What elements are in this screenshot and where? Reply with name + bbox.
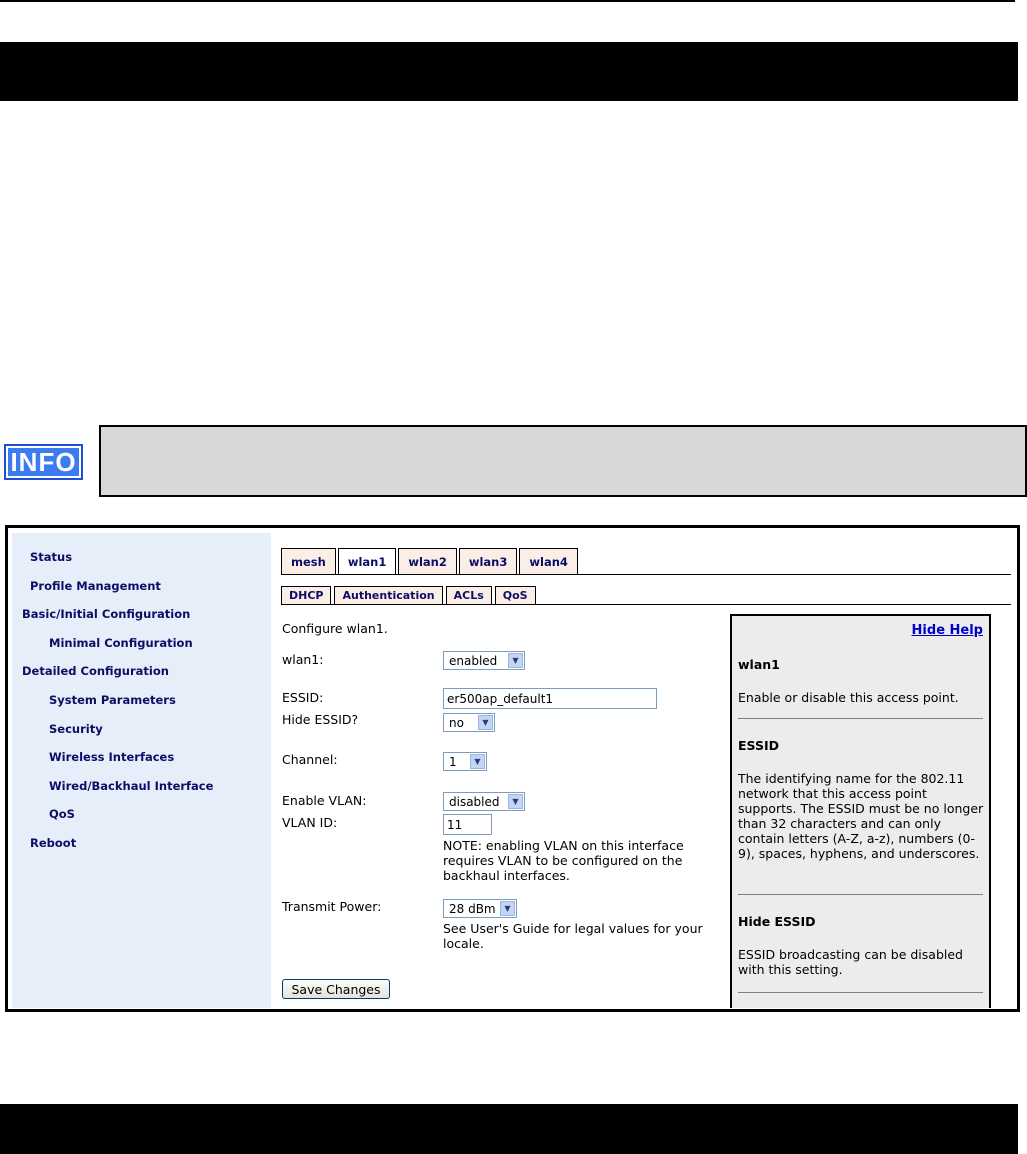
help-divider xyxy=(738,992,983,993)
wlan1-select[interactable]: enabled ▼ xyxy=(443,651,525,670)
enable-vlan-label: Enable VLAN: xyxy=(282,793,367,808)
subtab-authentication[interactable]: Authentication xyxy=(334,586,442,604)
sub-tabs xyxy=(281,586,536,604)
hide-help-link[interactable]: Hide Help xyxy=(911,623,983,638)
tab-wlan4[interactable]: wlan4 xyxy=(519,548,578,574)
help-panel xyxy=(730,614,991,1008)
essid-label: ESSID: xyxy=(282,690,324,705)
main-panel xyxy=(271,533,1016,1008)
help-title-hide-essid: Hide ESSID xyxy=(738,914,816,929)
transmit-power-select[interactable]: 28 dBm ▼ xyxy=(443,899,517,918)
sidebar-item-basic-initial-configuration[interactable]: Basic/Initial Configuration xyxy=(22,607,191,621)
footer-bar xyxy=(0,1104,1018,1154)
essid-input[interactable] xyxy=(443,688,657,709)
tab-wlan2[interactable]: wlan2 xyxy=(398,548,457,574)
sidebar-item-profile-management[interactable]: Profile Management xyxy=(30,579,161,593)
help-title-wlan1: wlan1 xyxy=(738,657,780,672)
screenshot-frame xyxy=(5,525,1020,1012)
help-text-hide-essid: ESSID broadcasting can be disabled with this setting. xyxy=(738,947,963,977)
help-divider xyxy=(738,718,983,719)
sidebar-item-qos[interactable]: QoS xyxy=(49,807,75,821)
subtab-dhcp[interactable]: DHCP xyxy=(281,586,331,604)
chevron-down-icon: ▼ xyxy=(478,715,493,730)
sidebar-item-detailed-configuration[interactable]: Detailed Configuration xyxy=(22,664,169,678)
tab-mesh[interactable]: mesh xyxy=(281,548,336,574)
subtab-qos[interactable]: QoS xyxy=(495,586,536,604)
help-text-wlan1: Enable or disable this access point. xyxy=(738,690,959,705)
chevron-down-icon: ▼ xyxy=(500,901,515,916)
form-heading: Configure wlan1. xyxy=(282,621,388,636)
sidebar-item-system-parameters[interactable]: System Parameters xyxy=(49,693,176,707)
tab-wlan3[interactable]: wlan3 xyxy=(459,548,518,574)
sidebar-item-security[interactable]: Security xyxy=(49,722,103,736)
transmit-power-note: See User's Guide for legal values for your locale. xyxy=(443,921,703,951)
help-text-essid: The identifying name for the 802.11 network that this access point supports. The ESSID must be no longer than 32 characters and can only contain letters (A-Z, a-z), numbers (0-9), spaces, hyphens, and underscores. xyxy=(738,771,984,861)
vlan-note: NOTE: enabling VLAN on this interface requires VLAN to be configured on the backhaul interfaces. xyxy=(443,838,684,883)
header-bar xyxy=(0,42,1018,101)
sidebar-item-wireless-interfaces[interactable]: Wireless Interfaces xyxy=(49,750,175,764)
vlan-id-input[interactable] xyxy=(443,814,492,835)
subtabs-divider xyxy=(281,604,1011,605)
sidebar xyxy=(12,533,271,1008)
transmit-power-label: Transmit Power: xyxy=(282,899,382,914)
info-icon: INFO xyxy=(4,444,83,480)
tab-wlan1[interactable]: wlan1 xyxy=(338,548,397,575)
help-title-essid: ESSID xyxy=(738,738,780,753)
chevron-down-icon: ▼ xyxy=(508,794,523,809)
interface-tabs xyxy=(281,548,578,574)
enable-vlan-select[interactable]: disabled ▼ xyxy=(443,792,525,811)
sidebar-item-status[interactable]: Status xyxy=(30,550,73,564)
chevron-down-icon: ▼ xyxy=(508,653,523,668)
wlan1-label: wlan1: xyxy=(282,652,324,667)
tabs-divider xyxy=(281,574,1011,575)
chevron-down-icon: ▼ xyxy=(470,754,485,769)
sidebar-item-reboot[interactable]: Reboot xyxy=(30,836,77,850)
save-changes-button[interactable]: Save Changes xyxy=(282,979,390,999)
sidebar-item-minimal-configuration[interactable]: Minimal Configuration xyxy=(49,636,193,650)
vlan-id-label: VLAN ID: xyxy=(282,815,338,830)
hide-essid-label: Hide ESSID? xyxy=(282,712,359,727)
channel-label: Channel: xyxy=(282,752,338,767)
subtab-acls[interactable]: ACLs xyxy=(446,586,492,604)
hide-essid-select[interactable]: no ▼ xyxy=(443,713,495,732)
channel-select[interactable]: 1 ▼ xyxy=(443,752,487,771)
top-rule xyxy=(0,0,1015,2)
info-box xyxy=(99,425,1027,497)
help-divider xyxy=(738,894,983,895)
sidebar-item-wired-backhaul-interface[interactable]: Wired/Backhaul Interface xyxy=(49,779,214,793)
